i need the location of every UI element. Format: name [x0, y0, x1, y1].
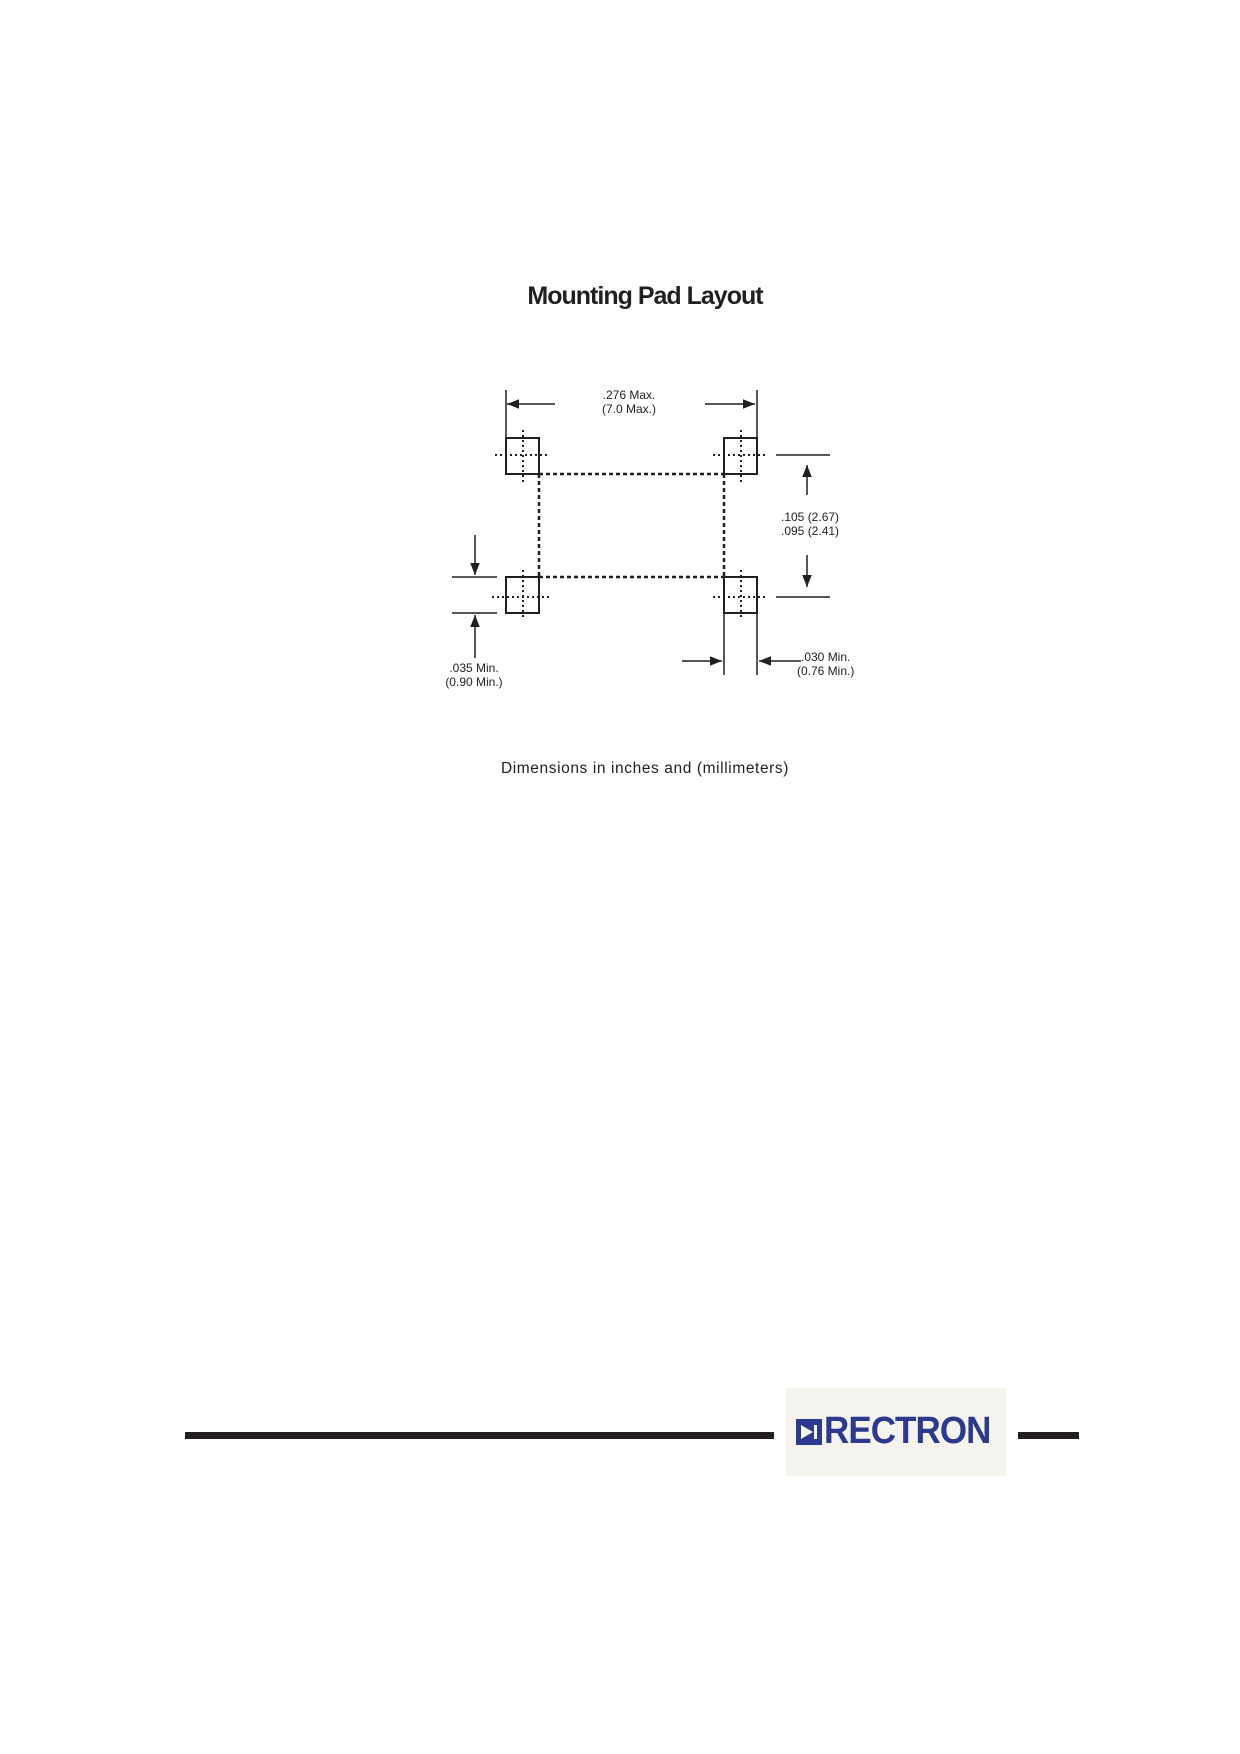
pad-height-inches: .035 Min. — [449, 661, 499, 675]
pitch-min: .095 (2.41) — [781, 524, 840, 538]
pitch-max: .105 (2.67) — [781, 510, 840, 524]
pad-outline-dotted — [539, 474, 724, 577]
pad-height-mm: (0.90 Min.) — [445, 675, 503, 689]
pad-width-inches: .030 Min. — [801, 650, 851, 664]
dimension-pad-height — [452, 535, 497, 658]
pad-width-mm: (0.76 Min.) — [797, 664, 855, 678]
overall-width-inches: .276 Max. — [602, 388, 656, 402]
dimensions-caption: Dimensions in inches and (millimeters) — [500, 760, 790, 777]
page-title: Mounting Pad Layout — [527, 282, 763, 310]
rectron-logo — [786, 1388, 1006, 1476]
dimension-pad-width — [682, 613, 801, 675]
footer-rule-right — [1018, 1432, 1079, 1439]
footer-rule-left — [185, 1432, 774, 1439]
rectron-logo-text: RECTRON — [824, 1410, 991, 1452]
rectron-logo-mark-icon — [796, 1419, 822, 1445]
pad-centerlines — [492, 430, 768, 620]
overall-width-mm: (7.0 Max.) — [601, 402, 657, 416]
